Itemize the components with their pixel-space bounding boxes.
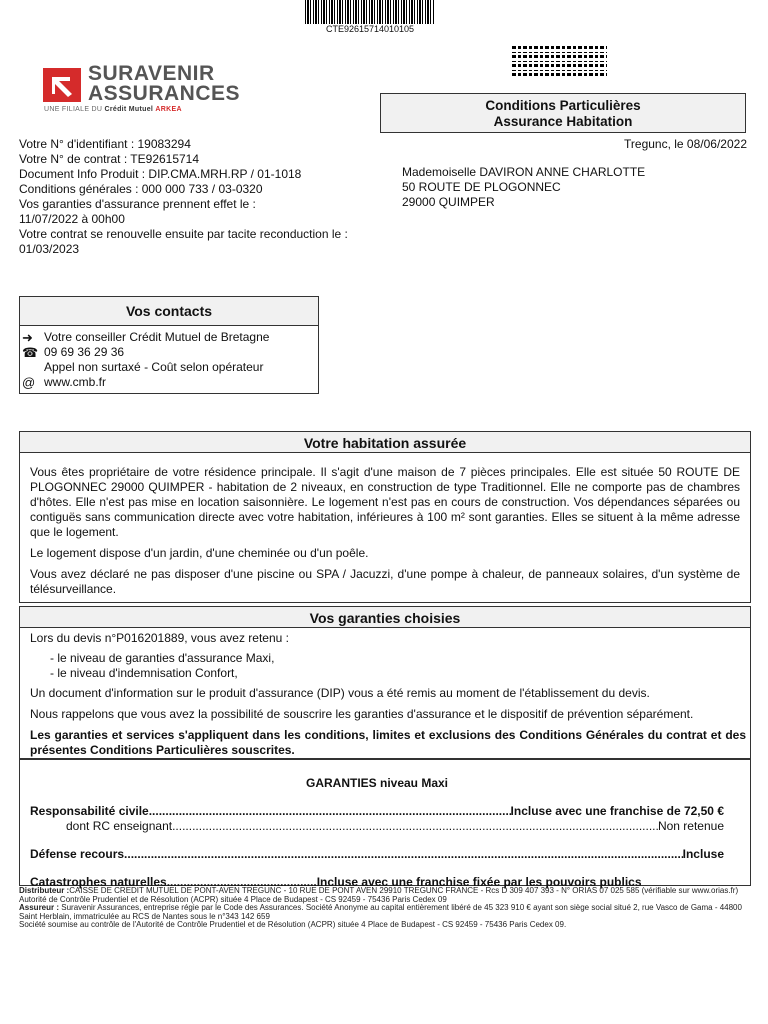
logo-wordmark: SURAVENIR ASSURANCES — [88, 62, 241, 105]
arrow-right-icon: ➜ — [22, 330, 33, 345]
garanties-niveau-box — [19, 759, 751, 889]
conditions-note: Les garanties et services s'appliquent dans les conditions, limites et exclusions des Conditions Générales du contrat et des présentes Conditions Particulières souscrites. — [30, 728, 746, 757]
niveau-title: GARANTIES niveau Maxi — [305, 776, 449, 790]
datamatrix-code — [512, 45, 607, 76]
catnat-row: Catastrophes naturelles ..... Incluse avec une franchise fixée par les pouvoirs publics — [30, 875, 724, 890]
logo-tagline: UNE FILIALE DU Crédit Mutuel ARKEA — [44, 106, 182, 113]
rc-enseignant-row: dont RC enseignant ..... Non retenue — [30, 819, 724, 834]
renewal-date: 01/03/2023 — [19, 242, 80, 256]
habitation-title: Votre habitation assurée — [19, 431, 751, 453]
dip-line: Document Info Produit : DIP.CMA.MRH.RP / 01-1018 — [19, 167, 302, 181]
rappel-note: Nous rappelons que vous avez la possibilité de souscrire les garanties d'assurance et le dispositif de prévention séparément. — [30, 707, 694, 721]
telephone-icon: ☎ — [22, 345, 39, 360]
contacts-title: Vos contacts — [20, 297, 318, 326]
garanties-body — [19, 628, 751, 759]
habitation-paragraph: Le logement dispose d'un jardin, d'une cheminée ou d'un poêle. — [30, 546, 369, 560]
effective-label: Vos garanties d'assurance prennent effet le : — [19, 197, 256, 211]
effective-date: 11/07/2022 à 00h00 — [19, 212, 125, 226]
phone-note: Appel non surtaxé - Coût selon opérateur — [44, 360, 264, 374]
advisor-row: ➜ Votre conseiller Crédit Mutuel de Bretagne — [22, 330, 270, 345]
habitation-paragraph: Vous êtes propriétaire de votre résidence principale. Il s'agit d'une maison de 7 pièces principales. Elle est située 50 ROUTE DE PLOGONNEC 29000 QUIMPER - habitation de 2 niveaux, en construction de type Traditionnel. Elle ne comporte pas de chambres d'hôtes. Elle n'est pas mise en location saisonnière. Le logement n'est pas en cours de construction. Vos dépendances séparées ou contiguës sans communication directe avec votre habitation, inférieures à 100 m² sont garanties. Elles se situent à la même adresse que le logement. — [30, 465, 740, 539]
identifier-line: Votre N° d'identifiant : 19083294 — [19, 137, 191, 151]
place-date: Tregunc, le 08/06/2022 — [624, 137, 747, 151]
at-icon: @ — [22, 375, 36, 390]
dip-note: Un document d'information sur le produit d'assurance (DIP) vous a été remis au moment de l'établissement du devis. — [30, 686, 650, 700]
rc-row: Responsabilité civile ..... Incluse avec une franchise de 72,50 € — [30, 804, 724, 819]
habitation-paragraph: Vous avez déclaré ne pas disposer d'une piscine ou SPA / Jacuzzi, d'une pompe à chaleur, de panneaux solaires, d'un système de télésurveillance. — [30, 567, 740, 596]
devis-intro: Lors du devis n°P016201889, vous avez retenu : — [30, 631, 289, 645]
defense-row: Défense recours ..... Incluse — [30, 847, 724, 862]
legal-footer: Distributeur :CAISSE DE CREDIT MUTUEL DE PONT-AVEN TREGUNC - 10 RUE DE PONT AVEN 29910 TREGUNC FRANCE - Rcs D 309 407 393 - N° ORIAS 07 025 585 (vérifiable sur www.orias.fr) Autorité de Contrôle Prudentiel et de Résolution (ACPR) située 4 Place de Budapest - CS 92459 - 75436 Paris Cedex 09 Assureur : Suravenir Assurances, entreprise régie par le Code des Assurances. Société Anonyme au capital entièrement libéré de 45 323 910 € ayant son siège social situé 2, rue Vasco de Gama - 44800 Saint Herblain, immatriculée au RCS de Nantes sous le n°343 142 659 Société soumise au contrôle de l'Autorité de Contrôle Prudentiel et de Résolution (ACPR) située 4 Place de Budapest - CS 92459 - 75436 Paris Cedex 09. — [19, 886, 742, 929]
general-conditions-line: Conditions générales : 000 000 733 / 03-0320 — [19, 182, 263, 196]
phone-row[interactable]: ☎ 09 69 36 29 36 — [22, 345, 125, 360]
garantie-item: - le niveau d'indemnisation Confort, — [50, 666, 238, 680]
contacts-box — [19, 296, 319, 394]
renewal-label: Votre contrat se renouvelle ensuite par tacite reconduction le : — [19, 227, 348, 241]
contract-number-line: Votre N° de contrat : TE92615714 — [19, 152, 200, 166]
suravenir-logo-icon — [43, 68, 81, 102]
barcode-number: CTE92615714010105 — [325, 24, 415, 34]
barcode — [305, 0, 435, 24]
garantie-item: - le niveau de garanties d'assurance Maxi, — [50, 651, 275, 665]
document-title: Conditions Particulières Assurance Habitation — [380, 93, 746, 133]
contract-identifiers — [19, 137, 348, 257]
habitation-body — [19, 453, 751, 603]
website-row[interactable]: @ www.cmb.fr — [22, 375, 107, 390]
recipient-address: Mademoiselle DAVIRON ANNE CHARLOTTE 50 ROUTE DE PLOGONNEC 29000 QUIMPER — [402, 165, 646, 209]
garanties-title: Vos garanties choisies — [19, 606, 751, 628]
